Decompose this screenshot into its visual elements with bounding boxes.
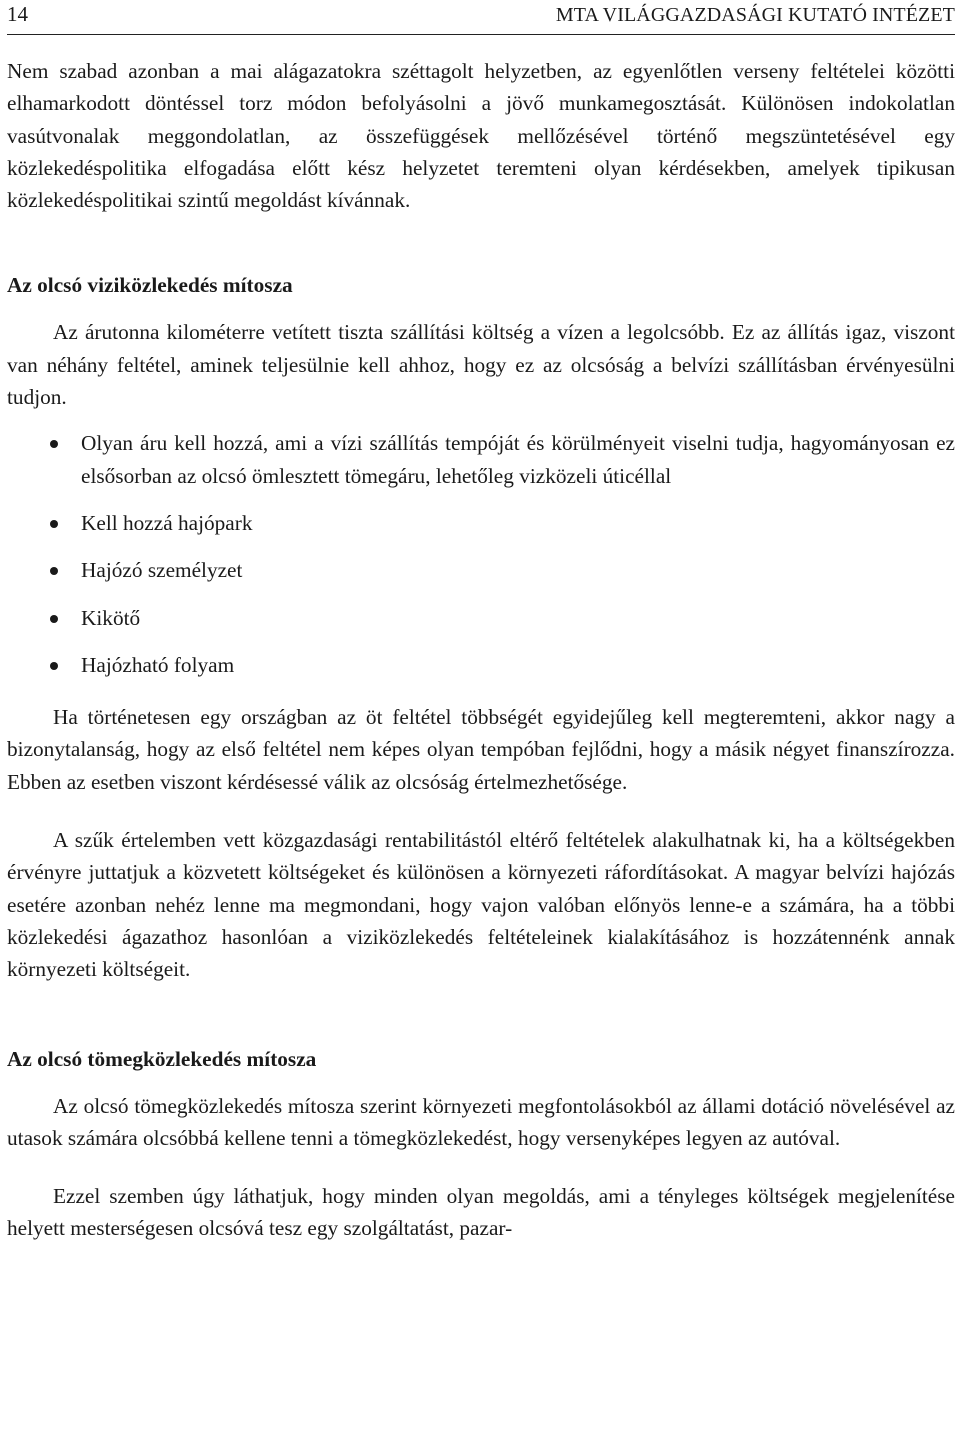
list-item-text: Hajózható folyam	[81, 652, 235, 677]
bullet-icon	[50, 440, 58, 448]
list-item	[7, 649, 955, 681]
list-item-text: Olyan áru kell hozzá, ami a vízi szállítás tempóját és körülményeit viselni tudja, hagyományosan ez elsősorban az olcsó ömlesztett tömegáru, lehetőleg vizközeli úticéllal	[81, 431, 955, 488]
bullet-icon	[50, 520, 58, 528]
list-item	[7, 554, 955, 586]
paragraph-history: Ha történetesen egy országban az öt feltétel többségét egyidejűleg kell megteremteni, akkor nagy a bizonytalanság, hogy az első feltétel nem képes olyan tempóban fejlődni, hogy a másik négyet finanszírozza. Ebben az esetben viszont kérdésessé válik az olcsóság értelmezhetősége.	[7, 705, 955, 794]
list-item-text: Kikötő	[81, 605, 141, 630]
bullet-icon	[50, 662, 58, 670]
paragraph-intro: Nem szabad azonban a mai alágazatokra széttagolt helyzetben, az egyenlőtlen verseny feltételei közötti elhamarkodott döntéssel torz módon befolyásolni a jövő munkamegosztását. Különösen indokolatlan vasútvonalak meggondolatlan, az összefüggések mellőzésével történő megszüntetésével egy közlekedéspolitika elfogadása előtt kész helyzetet teremteni olyan kérdésekben, amelyek tipikusan közlekedéspolitikai szintű megoldást kívánnak.	[7, 59, 955, 213]
list-item-text: Kell hozzá hajópark	[81, 510, 253, 535]
page-number: 14	[7, 2, 28, 26]
running-header	[7, 0, 955, 35]
paragraph-mass-intro: Az olcsó tömegközlekedés mítosza szerint környezeti megfontolásokból az állami dotáció növelésével az utasok számára olcsóbbá kellene tenni a tömegközlekedést, hogy versenyképes legyen az autóval.	[7, 1093, 955, 1150]
bullet-icon	[50, 567, 58, 575]
bullet-icon	[50, 615, 58, 623]
conditions-list	[7, 427, 955, 681]
paragraph-economics: A szűk értelemben vett közgazdasági rentabilitástól eltérő feltételek alakulhatnak ki, ha a költségekben érvényre juttatjuk a közvetett költségeket és különösen a környezeti ráfordításokat. A magyar belvízi hajózás esetére azonban nehéz lenne ma megmondani, hogy vajon valóban előnyös lenne-e a számára, ha a többi közlekedési ágazathoz hasonlóan a viziközlekedés feltételeinek kialakításához is hozzátennénk annak környezeti költségeit.	[7, 828, 955, 982]
list-item	[7, 602, 955, 634]
paragraph-water-intro: Az árutonna kilométerre vetített tiszta szállítási költség a vízen a legolcsóbb. Ez az állítás igaz, viszont van néhány feltétel, aminek teljesülnie kell ahhoz, hogy ez az olcsóság a belvízi szállításban érvényesülni tudjon.	[7, 320, 955, 410]
section-heading-mass-transit: Az olcsó tömegközlekedés mítosza	[7, 1046, 317, 1071]
list-item	[7, 427, 955, 492]
list-item-text: Hajózó személyzet	[81, 558, 243, 583]
section-heading-water-transport: Az olcsó viziközlekedés mítosza	[7, 273, 293, 298]
document-page	[7, 0, 955, 1245]
list-item	[7, 507, 955, 539]
paragraph-last: Ezzel szemben úgy láthatjuk, hogy minden olyan megoldás, ami a tényleges költségek megjelenítése helyett mesterségesen olcsóvá tesz egy szolgáltatást, pazar-	[7, 1184, 955, 1241]
journal-title: MTA VILÁGGAZDASÁGI KUTATÓ INTÉZET	[555, 4, 955, 26]
